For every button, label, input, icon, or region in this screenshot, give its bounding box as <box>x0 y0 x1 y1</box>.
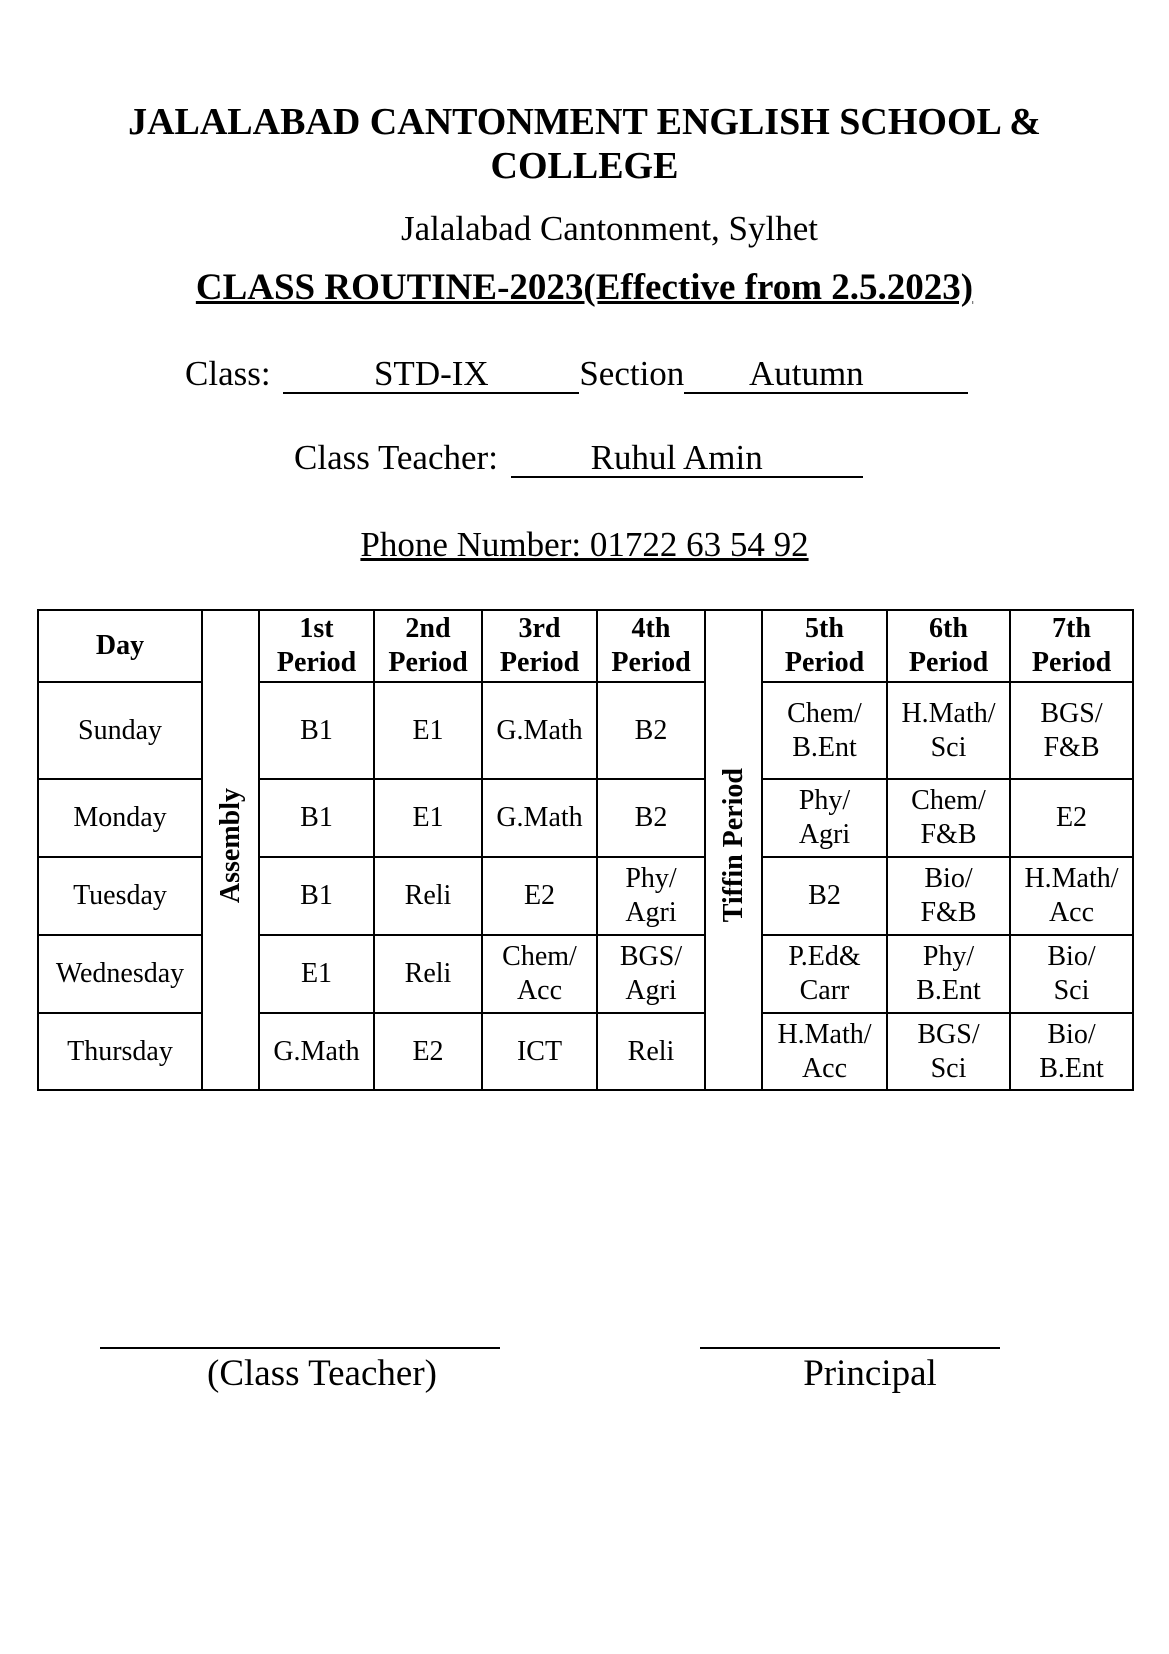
subject-cell: Reli <box>374 935 482 1013</box>
period-header: 7th Period <box>1010 610 1133 682</box>
subject-cell: B2 <box>762 857 887 935</box>
subject-cell: BGS/ Sci <box>887 1013 1010 1090</box>
principal-signature-line <box>700 1347 1000 1349</box>
subject-cell: ICT <box>482 1013 597 1090</box>
subject-cell: E2 <box>374 1013 482 1090</box>
period-header: 2nd Period <box>374 610 482 682</box>
subject-cell: Chem/ Acc <box>482 935 597 1013</box>
subject-cell: B2 <box>597 682 705 779</box>
subject-cell: Bio/ Sci <box>1010 935 1133 1013</box>
subject-cell: Chem/ F&B <box>887 779 1010 857</box>
teacher-label: Class Teacher: <box>294 438 498 477</box>
routine-title: CLASS ROUTINE-2023(Effective from 2.5.2023) <box>195 267 974 308</box>
day-cell: Thursday <box>38 1013 202 1090</box>
subject-cell: E2 <box>482 857 597 935</box>
class-value: STD-IX <box>283 356 579 394</box>
day-cell: Tuesday <box>38 857 202 935</box>
subject-cell: G.Math <box>482 779 597 857</box>
teacher-value: Ruhul Amin <box>511 440 863 478</box>
day-cell: Sunday <box>38 682 202 779</box>
subject-cell: Phy/ B.Ent <box>887 935 1010 1013</box>
subject-cell: Bio/ B.Ent <box>1010 1013 1133 1090</box>
tiffin-label: Tiffin Period <box>717 768 749 923</box>
subject-cell: BGS/ Agri <box>597 935 705 1013</box>
subject-cell: E1 <box>374 682 482 779</box>
subject-cell: E1 <box>259 935 374 1013</box>
assembly-label: Assembly <box>214 787 246 904</box>
routine-table <box>37 609 1134 1091</box>
day-cell: Monday <box>38 779 202 857</box>
section-value: Autumn <box>684 356 968 394</box>
class-label: Class: <box>185 354 271 393</box>
subject-cell: E2 <box>1010 779 1133 857</box>
subject-cell: P.Ed& Carr <box>762 935 887 1013</box>
subject-cell: H.Math/ Acc <box>1010 857 1133 935</box>
header-row <box>38 610 1133 682</box>
subject-cell: Phy/ Agri <box>597 857 705 935</box>
day-cell: Wednesday <box>38 935 202 1013</box>
subject-cell: B1 <box>259 857 374 935</box>
section-label: Section <box>579 354 685 393</box>
phone-number: Phone Number: 01722 63 54 92 <box>360 525 809 564</box>
period-header: 3rd Period <box>482 610 597 682</box>
subject-cell: H.Math/ Sci <box>887 682 1010 779</box>
subject-cell: Phy/ Agri <box>762 779 887 857</box>
class-teacher-signature-line <box>100 1347 500 1349</box>
subject-cell: Reli <box>374 857 482 935</box>
subject-cell: G.Math <box>482 682 597 779</box>
day-header: Day <box>38 610 202 682</box>
subject-cell: Chem/ B.Ent <box>762 682 887 779</box>
subject-cell: Bio/ F&B <box>887 857 1010 935</box>
subject-cell: H.Math/ Acc <box>762 1013 887 1090</box>
principal-signature-label: Principal <box>803 1353 937 1394</box>
subject-cell: Reli <box>597 1013 705 1090</box>
tiffin-column <box>705 610 762 1090</box>
subject-cell: BGS/ F&B <box>1010 682 1133 779</box>
subject-cell: B1 <box>259 682 374 779</box>
subject-cell: E1 <box>374 779 482 857</box>
teacher-line <box>294 436 863 480</box>
period-header: 5th Period <box>762 610 887 682</box>
subject-cell: B2 <box>597 779 705 857</box>
school-address: Jalalabad Cantonment, Sylhet <box>401 209 818 248</box>
school-name: JALALABAD CANTONMENT ENGLISH SCHOOL & COLLEGE <box>128 101 1041 187</box>
subject-cell: B1 <box>259 779 374 857</box>
period-header: 1st Period <box>259 610 374 682</box>
period-header: 6th Period <box>887 610 1010 682</box>
assembly-column <box>202 610 259 1090</box>
period-header: 4th Period <box>597 610 705 682</box>
class-section-line <box>185 352 968 396</box>
subject-cell: G.Math <box>259 1013 374 1090</box>
class-teacher-signature-label: (Class Teacher) <box>207 1353 437 1394</box>
